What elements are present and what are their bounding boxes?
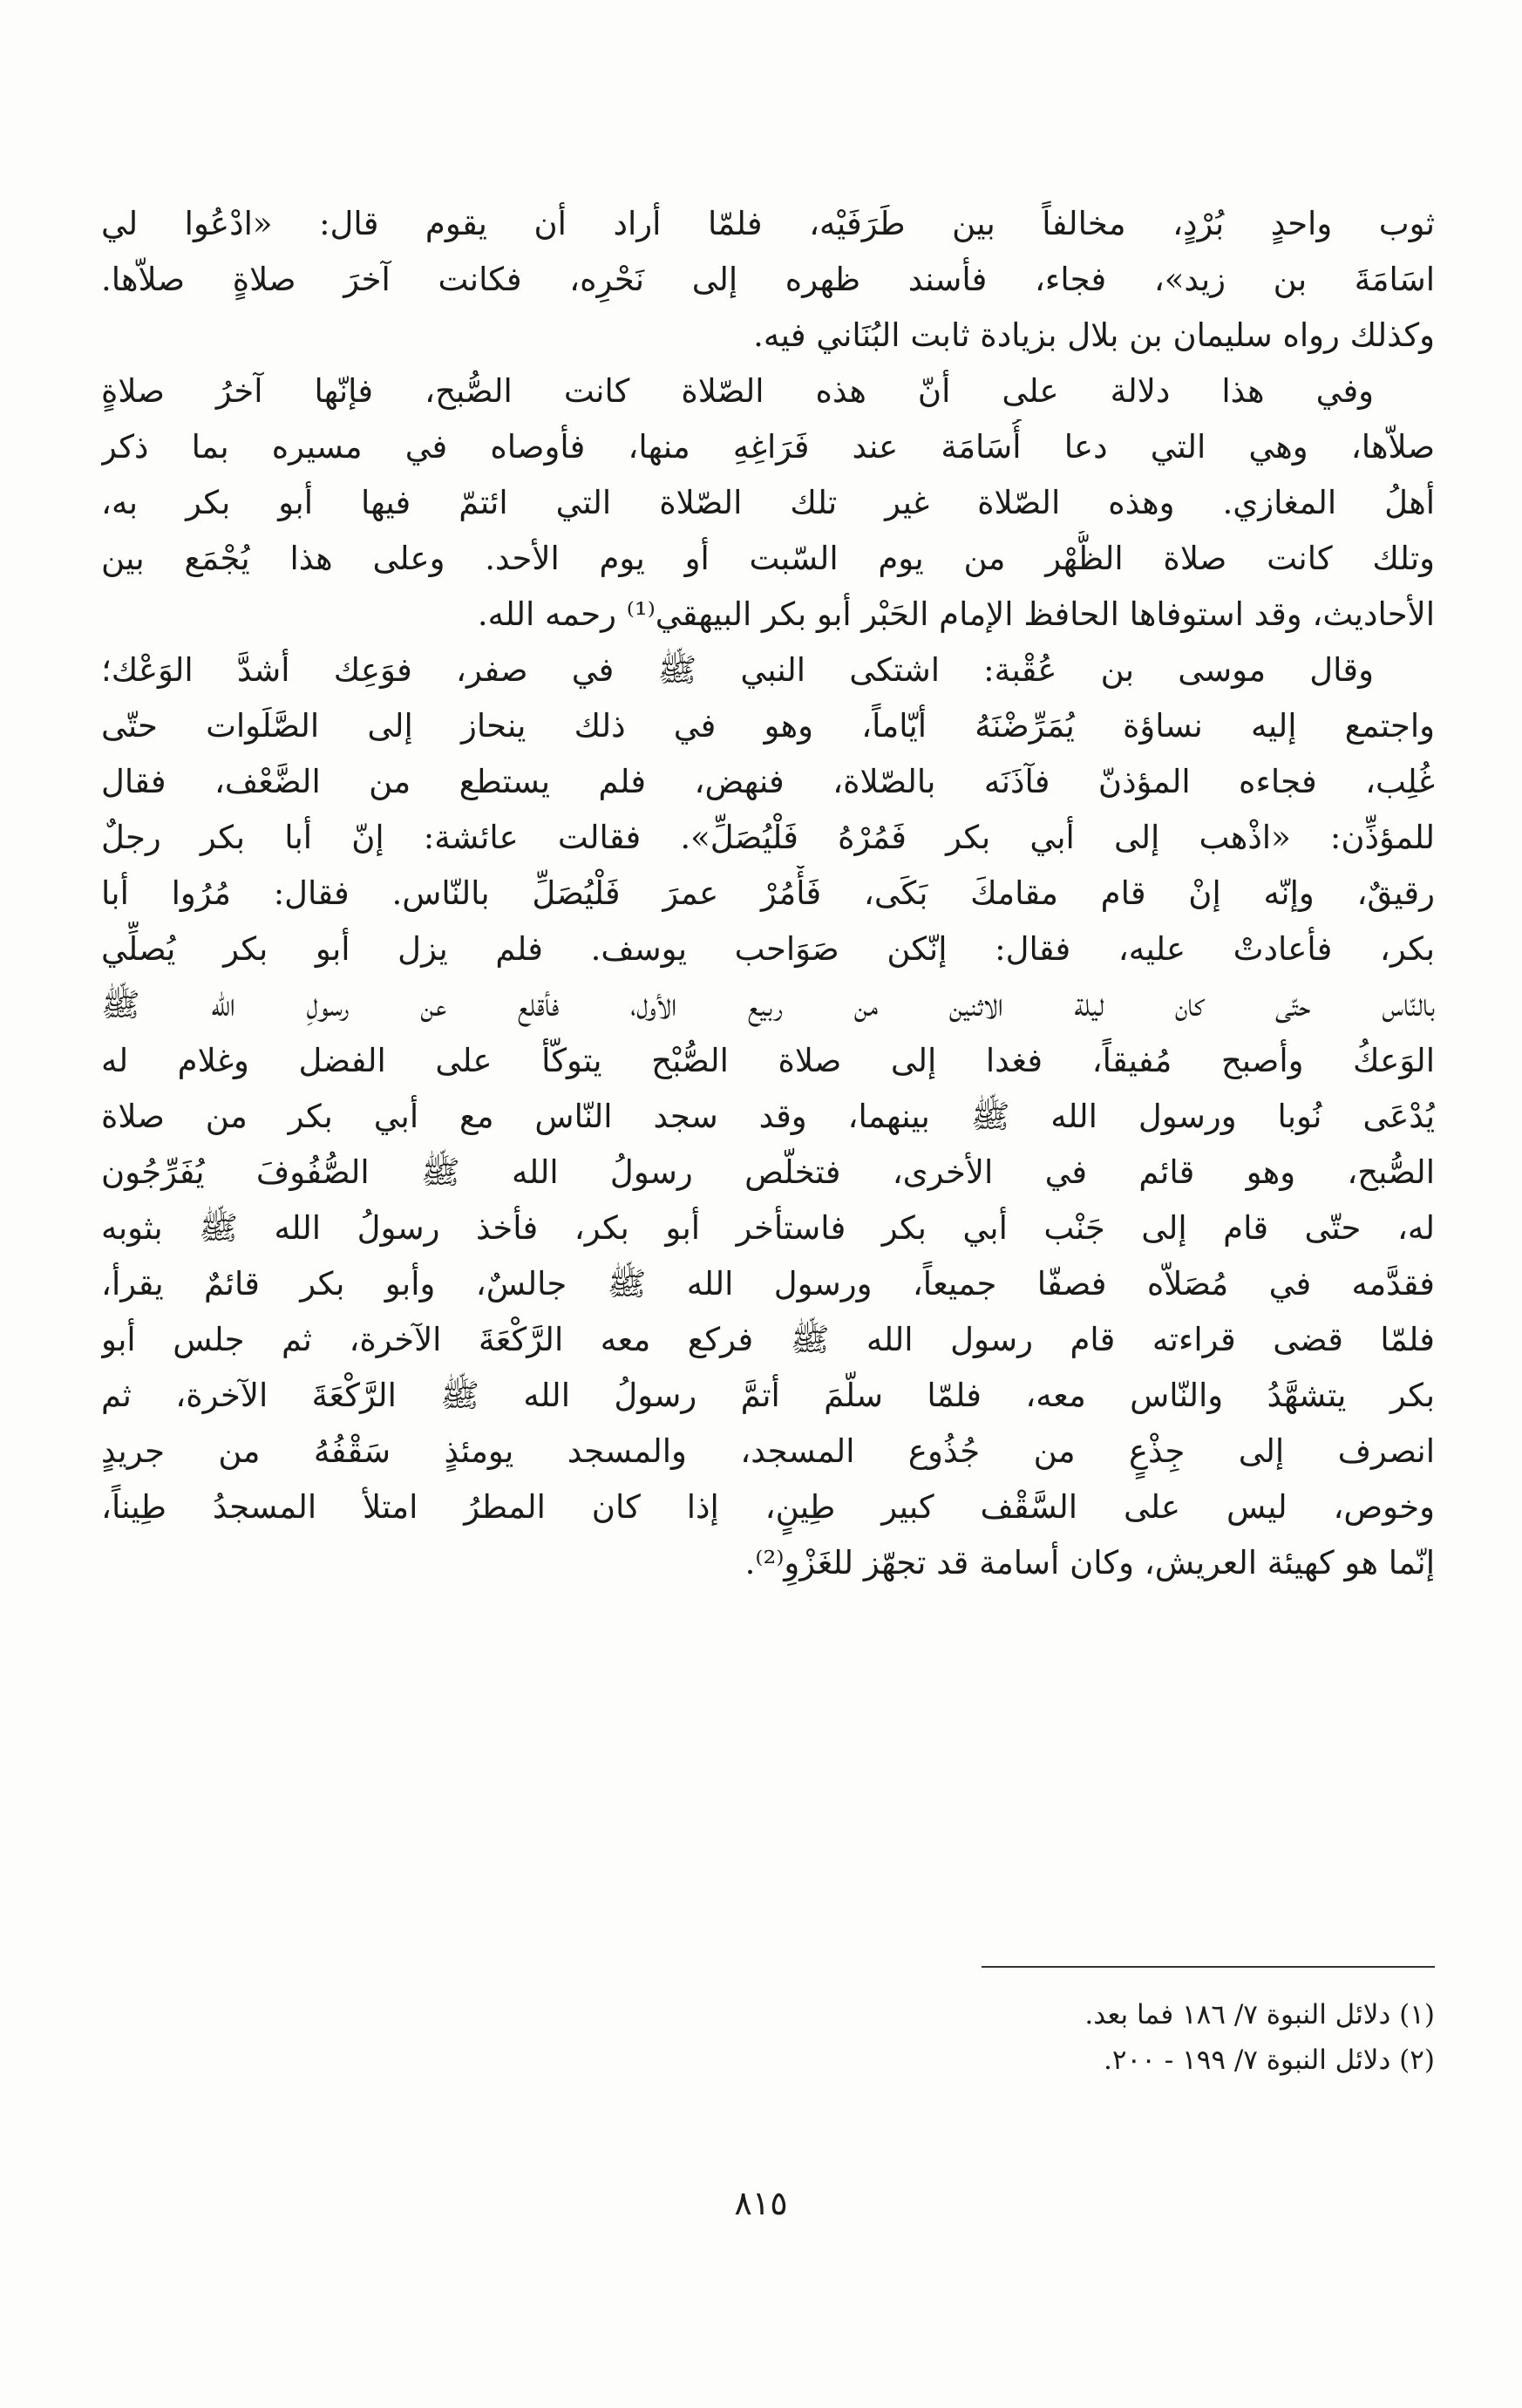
text-line: الوَعكُ وأصبح مُفيقاً، فغدا إلى صلاة الصُّبْح يتوكّأ على الفضل وغلام له (101, 1042, 1435, 1079)
text-line: الأحاديث، وقد استوفاها الحافظ الإمام الحَبْر أبو بكر البيهقي⁽¹⁾ رحمه الله. (477, 595, 1435, 633)
text-line: بالنّاس حتّى كان ليلة الاثنين من ربيع الأول، فأقلع عن رسولِ الله ﷺ (101, 986, 1435, 1024)
text-line: أهلُ المغازي. وهذه الصّلاة غير تلك الصّلاة التي ائتمّ فيها أبو بكر به، (101, 484, 1435, 521)
text-line: وفي هذا دلالة على أنّ هذه الصّلاة كانت الصُّبح، فإنّها آخرُ صلاةٍ (101, 372, 1374, 410)
text-line: إنّما هو كهيئة العريش، وكان أسامة قد تجهّز للغَزْوِ⁽²⁾. (744, 1544, 1435, 1582)
text-line: يُدْعَى نُوبا ورسول الله ﷺ بينهما، وقد سجد النّاس مع أبي بكر من صلاة (101, 1098, 1435, 1135)
text-line: وتلك كانت صلاة الظُّهْر من يوم السّبت أو يوم الأحد. وعلى هذا يُجْمَع بين (101, 540, 1435, 577)
text-line: واجتمع إليه نساؤة يُمَرِّضْنَهُ أيّاماً، وهو في ذلك ينحاز إلى الصَّلَوات حتّى (101, 707, 1435, 745)
text-line: وكذلك رواه سليمان بن بلال بزيادة ثابت البُنَاني فيه. (753, 316, 1435, 354)
footnotes (101, 1992, 1435, 2083)
footnote-2: (٢) دلائل النبوة ٧/ ١٩٩ - ٢٠٠. (1104, 2044, 1435, 2076)
text-line: الصُّبح، وهو قائم في الأخرى، فتخلّص رسولُ الله ﷺ الصُّفُوفَ يُفَرِّجُون (101, 1153, 1435, 1191)
text-line: رقيقٌ، وإنّه إنْ قام مقامكَ بَكَى، فَأْمُرْ عمرَ فَلْيُصَلِّ بالنّاس. فقال: مُرُوا أبا (101, 874, 1435, 912)
text-line: وخوص، ليس على السَّقْف كبير طِينٍ، إذا كان المطرُ امتلأ المسجدُ طِيناً، (101, 1488, 1435, 1526)
main-text (101, 196, 1435, 1591)
page-number: ٨١٥ (734, 2184, 788, 2222)
text-line: غُلِب، فجاءه المؤذنّ فآذَنَه بالصّلاة، فنهض، فلم يستطع من الضَّعْف، فقال (101, 763, 1435, 800)
footnote-1: (١) دلائل النبوة ٧/ ١٨٦ فما بعد. (1084, 1999, 1435, 2030)
footnote-divider (982, 1966, 1435, 1968)
text-line: انصرف إلى جِذْعٍ من جُذُوع المسجد، والمسجد يومئذٍ سَقْفُهُ من جريدٍ (101, 1432, 1435, 1470)
text-line: بكر يتشهَّدُ والنّاس معه، فلمّا سلّمَ أتمَّ رسولُ الله ﷺ الرَّكْعَةَ الآخرة، ثم (101, 1377, 1435, 1414)
text-line: ثوب واحدٍ بُرْدٍ، مخالفاً بين طَرَفَيْه، فلمّا أراد أن يقوم قال: «ادْعُوا لي (101, 205, 1435, 242)
text-line: له، حتّى قام إلى جَنْب أبي بكر فاستأخر أبو بكر، فأخذ رسولُ الله ﷺ بثوبه (101, 1209, 1435, 1247)
text-line: اسَامَةَ بن زيد»، فجاء، فأسند ظهره إلى نَحْرِه، فكانت آخرَ صلاةٍ صلاّها. (101, 261, 1435, 298)
text-line: بكر، فأعادتْ عليه، فقال: إنّكن صَوَاحب يوسف. فلم يزل أبو بكر يُصلِّي (101, 930, 1435, 968)
text-line: صلاّها، وهي التي دعا أُسَامَة عند فَرَاغِهِ منها، فأوصاه في مسيره بما ذكر (101, 428, 1435, 466)
text-line: للمؤذِّن: «اذْهب إلى أبي بكر فَمُرْهُ فَلْيُصَلِّ». فقالت عائشة: إنّ أبا بكر رجلٌ (101, 819, 1435, 856)
text-line: وقال موسى بن عُقْبة: اشتكى النبي ﷺ في صفر، فوَعِك أشدَّ الوَعْك؛ (101, 651, 1374, 689)
text-line: فقدَّمه في مُصَلاّه فصفّا جميعاً، ورسول الله ﷺ جالسٌ، وأبو بكر قائمٌ يقرأ، (101, 1265, 1435, 1303)
text-line: فلمّا قضى قراءته قام رسول الله ﷺ فركع معه الرَّكْعَةَ الآخرة، ثم جلس أبو (101, 1321, 1435, 1358)
